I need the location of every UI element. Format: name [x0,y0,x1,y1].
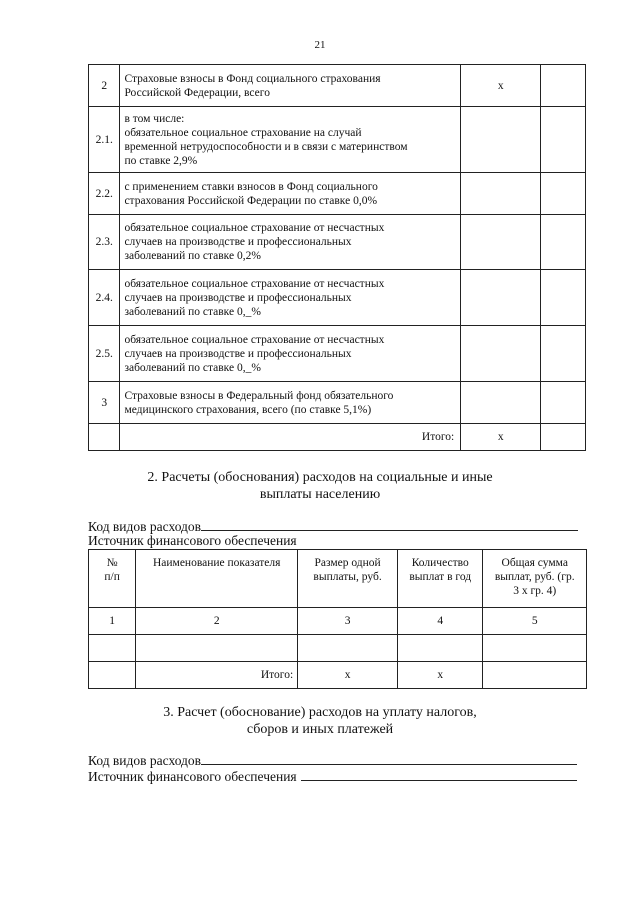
row-value-4 [541,270,586,326]
section3-title: 3. Расчет (обоснование) расходов на уплату налогов, сборов и иных платежей [163,705,477,737]
total-value-4: x [397,662,482,689]
expense-code-blank[interactable] [201,752,577,765]
index-cell: 3 [298,608,398,635]
row-number: 2.3. [89,215,120,270]
funding-source-label: Источник финансового обеспечения [88,533,297,548]
row-number: 2.4. [89,270,120,326]
table-row [89,270,586,326]
row-value-4 [541,107,586,173]
row-value-3 [461,270,541,326]
index-cell: 5 [483,608,587,635]
total-label: Итого: [136,662,298,689]
row-number: 3 [89,382,120,424]
row-name: Страховые взносы в Федеральный фонд обязательного медицинского страхования, всего (по ставке 5,1%) [120,382,461,424]
row-name: в том числе: обязательное социальное страхование на случай временной нетрудоспособности и в связи с материнством по ставке 2,9% [120,107,461,173]
row-value-3 [461,215,541,270]
row-name: обязательное социальное страхование от несчастных случаев на производстве и профессиональных заболеваний по ставке 0,_% [120,326,461,382]
insurance-contributions-table [88,64,586,451]
expense-code-label: Код видов расходов [88,753,202,768]
table-row [89,326,586,382]
section3-expense-code-field [88,752,577,769]
row-value-4 [541,382,586,424]
table-row [89,382,586,424]
row-number: 2.2. [89,173,120,215]
row-name: обязательное социальное страхование от несчастных случаев на производстве и профессиональных заболеваний по ставке 0,_% [120,270,461,326]
section3-funding-source-field [88,768,577,785]
row-name: обязательное социальное страхование от несчастных случаев на производстве и профессиональных заболеваний по ставке 0,2% [120,215,461,270]
header-cell: Общая сумма выплат, руб. (гр. 3 x гр. 4) [483,550,587,608]
row-name: с применением ставки взносов в Фонд социального страхования Российской Федерации по ставке 0,0% [120,173,461,215]
total-value-3: x [461,424,541,451]
table-row [89,65,586,107]
index-cell: 4 [397,608,482,635]
total-row [89,424,586,451]
row-value-3: x [461,65,541,107]
funding-source-blank[interactable] [301,768,577,781]
page-number: 21 [314,39,326,51]
row-value-3 [461,107,541,173]
header-cell: Количество выплат в год [397,550,482,608]
social-payments-table [88,549,587,689]
row-value-4 [541,326,586,382]
row-value-4 [541,173,586,215]
index-cell: 2 [136,608,298,635]
row-value-3 [461,382,541,424]
header-cell: № п/п [89,550,136,608]
index-cell: 1 [89,608,136,635]
row-value-4 [541,65,586,107]
total-value-3: x [298,662,398,689]
table-row [89,215,586,270]
table-row [89,635,587,662]
table-row [89,107,586,173]
row-value-4 [541,215,586,270]
header-cell: Размер одной выплаты, руб. [298,550,398,608]
table-row [89,173,586,215]
funding-source-label: Источник финансового обеспечения [88,769,297,784]
row-value-3 [461,326,541,382]
section2-funding-source-field [88,533,297,549]
expense-code-label: Код видов расходов [88,519,202,534]
index-row [89,608,587,635]
section2-title: 2. Расчеты (обоснования) расходов на социальные и иные выплаты населению [147,470,493,502]
expense-code-blank[interactable] [201,518,578,531]
header-cell: Наименование показателя [136,550,298,608]
row-name: Страховые взносы в Фонд социального страхования Российской Федерации, всего [120,65,461,107]
row-number: 2.1. [89,107,120,173]
total-label: Итого: [120,424,461,451]
row-value-3 [461,173,541,215]
row-number: 2 [89,65,120,107]
total-row [89,662,587,689]
row-number: 2.5. [89,326,120,382]
header-row [89,550,587,608]
